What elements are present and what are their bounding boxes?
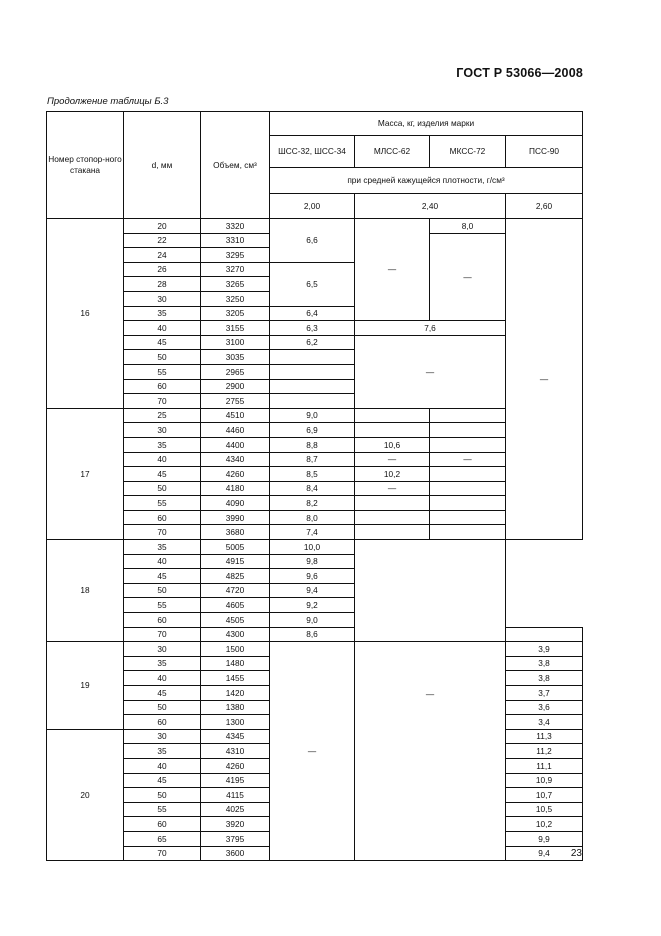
header-density-label: при средней кажущейся плотности, г/см³: [270, 168, 583, 194]
cell-d: 35: [124, 744, 201, 759]
cell-volume: 3250: [201, 291, 270, 306]
group-number: 20: [47, 729, 124, 860]
header-brand-mkss: МКСС-72: [430, 136, 506, 168]
cell-volume: 4195: [201, 773, 270, 788]
header-density-200: 2,00: [270, 194, 355, 219]
cell-d: 70: [124, 627, 201, 642]
cell-d: 60: [124, 510, 201, 525]
standard-header: ГОСТ Р 53066—2008: [456, 66, 583, 80]
cell-d: 40: [124, 758, 201, 773]
cell-mass: 3,6: [506, 700, 583, 715]
cell-d: 60: [124, 715, 201, 730]
cell-mass: 8,2: [270, 496, 355, 511]
header-density-260: 2,60: [506, 194, 583, 219]
cell-volume: 3100: [201, 335, 270, 350]
cell-volume: 4115: [201, 788, 270, 803]
cell-volume: 2755: [201, 394, 270, 409]
cell-d: 60: [124, 817, 201, 832]
cell-volume: 4915: [201, 554, 270, 569]
cell-d: 55: [124, 496, 201, 511]
cell-mass: 9,4: [506, 846, 583, 861]
cell-d: 70: [124, 846, 201, 861]
cell-d: 35: [124, 306, 201, 321]
group-number: 19: [47, 642, 124, 730]
cell-d: 35: [124, 540, 201, 555]
header-d: d, мм: [124, 112, 201, 219]
cell-d: 40: [124, 452, 201, 467]
cell-d: 30: [124, 291, 201, 306]
cell-volume: 4260: [201, 758, 270, 773]
cell-volume: 4300: [201, 627, 270, 642]
cell-d: 35: [124, 437, 201, 452]
cell-dash: —: [430, 452, 506, 467]
cell-d: 55: [124, 364, 201, 379]
cell-volume: 1480: [201, 656, 270, 671]
cell-dash: —: [355, 642, 506, 861]
cell-mass: 8,6: [270, 627, 355, 642]
cell-volume: 4180: [201, 481, 270, 496]
cell-d: 70: [124, 525, 201, 540]
cell-d: 20: [124, 219, 201, 234]
cell-mass: 9,9: [506, 831, 583, 846]
cell-volume: 4825: [201, 569, 270, 584]
cell-d: 40: [124, 321, 201, 336]
cell-volume: 3310: [201, 233, 270, 248]
cell-d: 28: [124, 277, 201, 292]
cell-d: 45: [124, 467, 201, 482]
cell-dash: —: [355, 219, 430, 321]
cell-mass: 9,6: [270, 569, 355, 584]
cell-dash: —: [355, 452, 430, 467]
cell-mass: 3,4: [506, 715, 583, 730]
cell-empty: [355, 525, 430, 540]
cell-d: 30: [124, 423, 201, 438]
cell-empty: [355, 496, 430, 511]
cell-mass: 9,4: [270, 583, 355, 598]
header-brand-shss: ШСС-32, ШСС-34: [270, 136, 355, 168]
cell-mass: 7,4: [270, 525, 355, 540]
cell-empty: [270, 379, 355, 394]
cell-empty: [430, 408, 506, 423]
cell-volume: 4090: [201, 496, 270, 511]
cell-dash: —: [270, 642, 355, 861]
cell-d: 40: [124, 671, 201, 686]
cell-volume: 3205: [201, 306, 270, 321]
group-number: 18: [47, 540, 124, 642]
cell-mass: 6,5: [270, 262, 355, 306]
cell-d: 30: [124, 729, 201, 744]
cell-mass: 8,5: [270, 467, 355, 482]
cell-empty: [430, 510, 506, 525]
cell-mass: 10,2: [506, 817, 583, 832]
cell-d: 50: [124, 700, 201, 715]
cell-volume: 4340: [201, 452, 270, 467]
cell-volume: 2965: [201, 364, 270, 379]
cell-d: 50: [124, 350, 201, 365]
cell-mass: 6,2: [270, 335, 355, 350]
cell-mass: 6,6: [270, 219, 355, 263]
cell-volume: 3795: [201, 831, 270, 846]
cell-dash: —: [355, 481, 430, 496]
cell-volume: 3035: [201, 350, 270, 365]
cell-d: 60: [124, 613, 201, 628]
header-number: Номер стопор-ного стакана: [47, 112, 124, 219]
cell-mass: 8,0: [270, 510, 355, 525]
cell-volume: 4310: [201, 744, 270, 759]
cell-d: 45: [124, 335, 201, 350]
cell-mass: 10,7: [506, 788, 583, 803]
cell-empty: [430, 481, 506, 496]
cell-mass: 9,2: [270, 598, 355, 613]
cell-dash: —: [355, 335, 506, 408]
cell-volume: 3600: [201, 846, 270, 861]
cell-mass: 9,0: [270, 408, 355, 423]
cell-volume: 5005: [201, 540, 270, 555]
cell-empty: [355, 540, 506, 642]
cell-d: 50: [124, 788, 201, 803]
cell-d: 45: [124, 773, 201, 788]
cell-volume: 1380: [201, 700, 270, 715]
cell-volume: 3680: [201, 525, 270, 540]
cell-mass: 9,0: [270, 613, 355, 628]
cell-volume: 4510: [201, 408, 270, 423]
cell-mass: 10,0: [270, 540, 355, 555]
cell-volume: 1300: [201, 715, 270, 730]
cell-d: 55: [124, 802, 201, 817]
cell-d: 35: [124, 656, 201, 671]
cell-volume: 3320: [201, 219, 270, 234]
cell-mass: 7,6: [355, 321, 506, 336]
cell-volume: 4720: [201, 583, 270, 598]
cell-mass: 3,8: [506, 656, 583, 671]
header-brand-pss: ПСС-90: [506, 136, 583, 168]
cell-empty: [355, 408, 430, 423]
cell-d: 25: [124, 408, 201, 423]
cell-empty: [430, 525, 506, 540]
cell-d: 60: [124, 379, 201, 394]
cell-mass: 10,5: [506, 802, 583, 817]
cell-empty: [430, 496, 506, 511]
cell-volume: 4025: [201, 802, 270, 817]
table-caption: Продолжение таблицы Б.3: [47, 96, 169, 107]
cell-d: 55: [124, 598, 201, 613]
cell-d: 26: [124, 262, 201, 277]
cell-mass: 8,0: [430, 219, 506, 234]
group-number: 16: [47, 219, 124, 409]
cell-mass: 6,4: [270, 306, 355, 321]
cell-mass: 3,8: [506, 671, 583, 686]
cell-d: 45: [124, 569, 201, 584]
cell-mass: 3,7: [506, 686, 583, 701]
group-number: 17: [47, 408, 124, 539]
cell-d: 70: [124, 394, 201, 409]
cell-mass: 11,3: [506, 729, 583, 744]
cell-volume: 1455: [201, 671, 270, 686]
cell-mass: 9,8: [270, 554, 355, 569]
cell-volume: 4505: [201, 613, 270, 628]
cell-mass: 11,1: [506, 758, 583, 773]
cell-volume: 4260: [201, 467, 270, 482]
cell-mass: 10,9: [506, 773, 583, 788]
cell-d: 50: [124, 583, 201, 598]
cell-mass: 11,2: [506, 744, 583, 759]
cell-mass: 8,8: [270, 437, 355, 452]
cell-mass: 6,9: [270, 423, 355, 438]
cell-volume: 4460: [201, 423, 270, 438]
cell-volume: 4400: [201, 437, 270, 452]
cell-volume: 3155: [201, 321, 270, 336]
cell-volume: 4345: [201, 729, 270, 744]
cell-dash: —: [506, 219, 583, 540]
cell-mass: 6,3: [270, 321, 355, 336]
cell-dash: —: [430, 233, 506, 321]
cell-d: 45: [124, 686, 201, 701]
mass-table: [46, 111, 583, 861]
cell-mass: 8,7: [270, 452, 355, 467]
cell-d: 50: [124, 481, 201, 496]
cell-d: 30: [124, 642, 201, 657]
page-number: 23: [570, 848, 582, 859]
cell-empty: [355, 510, 430, 525]
cell-empty: [355, 423, 430, 438]
cell-mass: 8,4: [270, 481, 355, 496]
cell-empty: [430, 467, 506, 482]
cell-volume: 2900: [201, 379, 270, 394]
cell-volume: 3270: [201, 262, 270, 277]
header-density-240: 2,40: [355, 194, 506, 219]
cell-empty: [270, 364, 355, 379]
cell-d: 24: [124, 248, 201, 263]
cell-empty: [430, 437, 506, 452]
cell-mass: 3,9: [506, 642, 583, 657]
cell-volume: 3265: [201, 277, 270, 292]
cell-mass: 10,2: [355, 467, 430, 482]
cell-empty: [430, 423, 506, 438]
cell-volume: 4605: [201, 598, 270, 613]
cell-d: 65: [124, 831, 201, 846]
cell-volume: 1420: [201, 686, 270, 701]
cell-volume: 1500: [201, 642, 270, 657]
cell-empty: [506, 627, 583, 642]
cell-empty: [270, 350, 355, 365]
cell-empty: [270, 394, 355, 409]
cell-mass: 10,6: [355, 437, 430, 452]
cell-volume: 3990: [201, 510, 270, 525]
cell-d: 22: [124, 233, 201, 248]
header-mass-group: Масса, кг, изделия марки: [270, 112, 583, 136]
header-brand-mlss: МЛСС-62: [355, 136, 430, 168]
cell-volume: 3295: [201, 248, 270, 263]
cell-d: 40: [124, 554, 201, 569]
cell-volume: 3920: [201, 817, 270, 832]
header-volume: Объем, см³: [201, 112, 270, 219]
